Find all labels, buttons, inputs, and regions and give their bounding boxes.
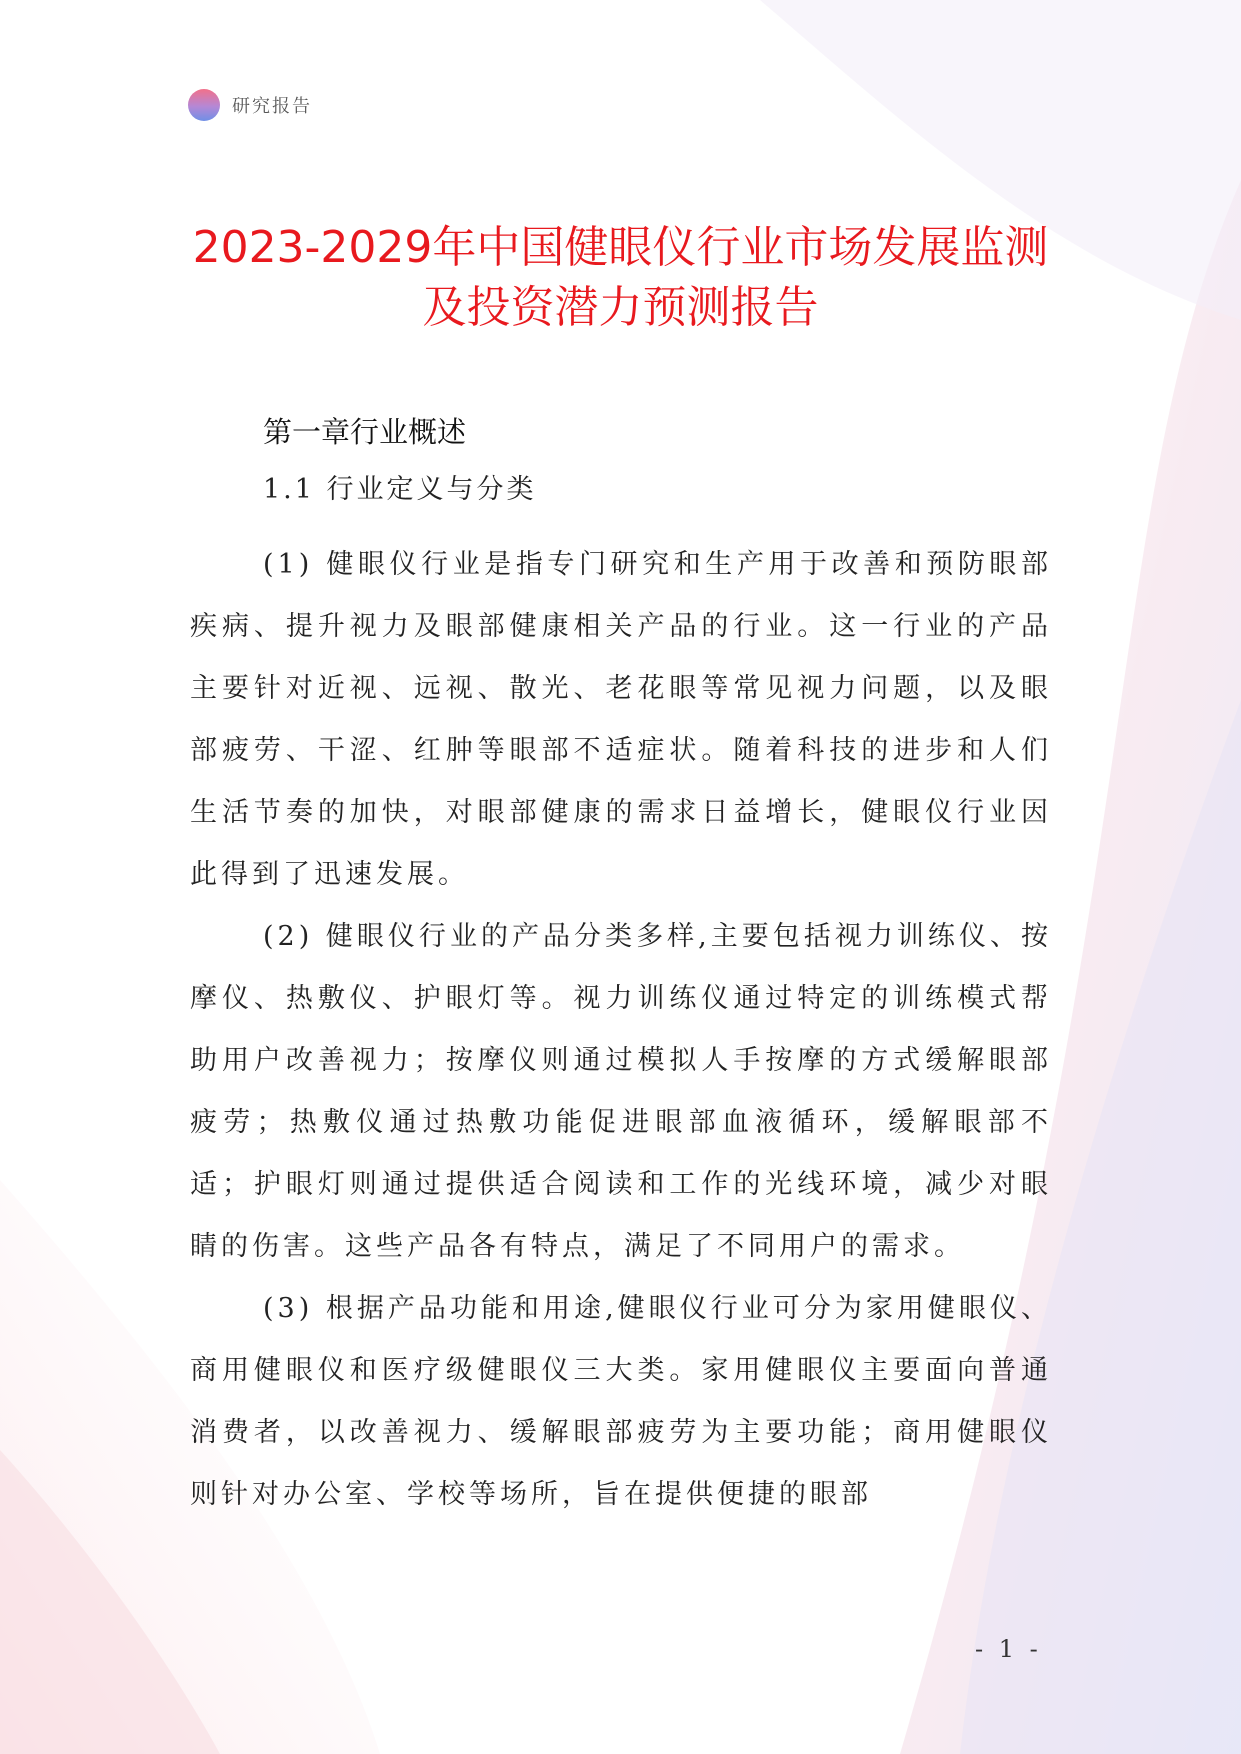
paragraph-3: (3) 根据产品功能和用途,健眼仪行业可分为家用健眼仪、商用健眼仪和医疗级健眼仪三大类。家用健眼仪主要面向普通消费者，以改善视力、缓解眼部疲劳为主要功能；商用健眼仪则针对办公室、学校等场所，旨在提供便捷的眼部 [190,1293,1052,1510]
report-title-line-1: 2023-2029年中国健眼仪行业市场发展监测 [192,222,1049,273]
page-number: - 1 - [975,1635,1042,1663]
report-title [0,218,1241,338]
page-header [188,88,312,122]
section-heading: 1.1 行业定义与分类 [263,474,537,505]
report-title-line-2: 及投资潜力预测报告 [422,282,819,333]
gradient-circle-logo-icon [188,89,220,121]
document-body [190,412,1052,1526]
paragraph-2: (2) 健眼仪行业的产品分类多样,主要包括视力训练仪、按摩仪、热敷仪、护眼灯等。视力训练仪通过特定的训练模式帮助用户改善视力；按摩仪则通过模拟人手按摩的方式缓解眼部疲劳；热敷仪通过热敷功能促进眼部血液循环，缓解眼部不适；护眼灯则通过提供适合阅读和工作的光线环境，减少对眼睛的伤害。这些产品各有特点，满足了不同用户的需求。 [190,921,1052,1262]
chapter-heading: 第一章行业概述 [263,415,467,449]
header-label: 研究报告 [232,96,312,117]
paragraph-1: (1) 健眼仪行业是指专门研究和生产用于改善和预防眼部疾病、提升视力及眼部健康相关产品的行业。这一行业的产品主要针对近视、远视、散光、老花眼等常见视力问题，以及眼部疲劳、干涩、红肿等眼部不适症状。随着科技的进步和人们生活节奏的加快，对眼部健康的需求日益增长，健眼仪行业因此得到了迅速发展。 [190,549,1052,890]
